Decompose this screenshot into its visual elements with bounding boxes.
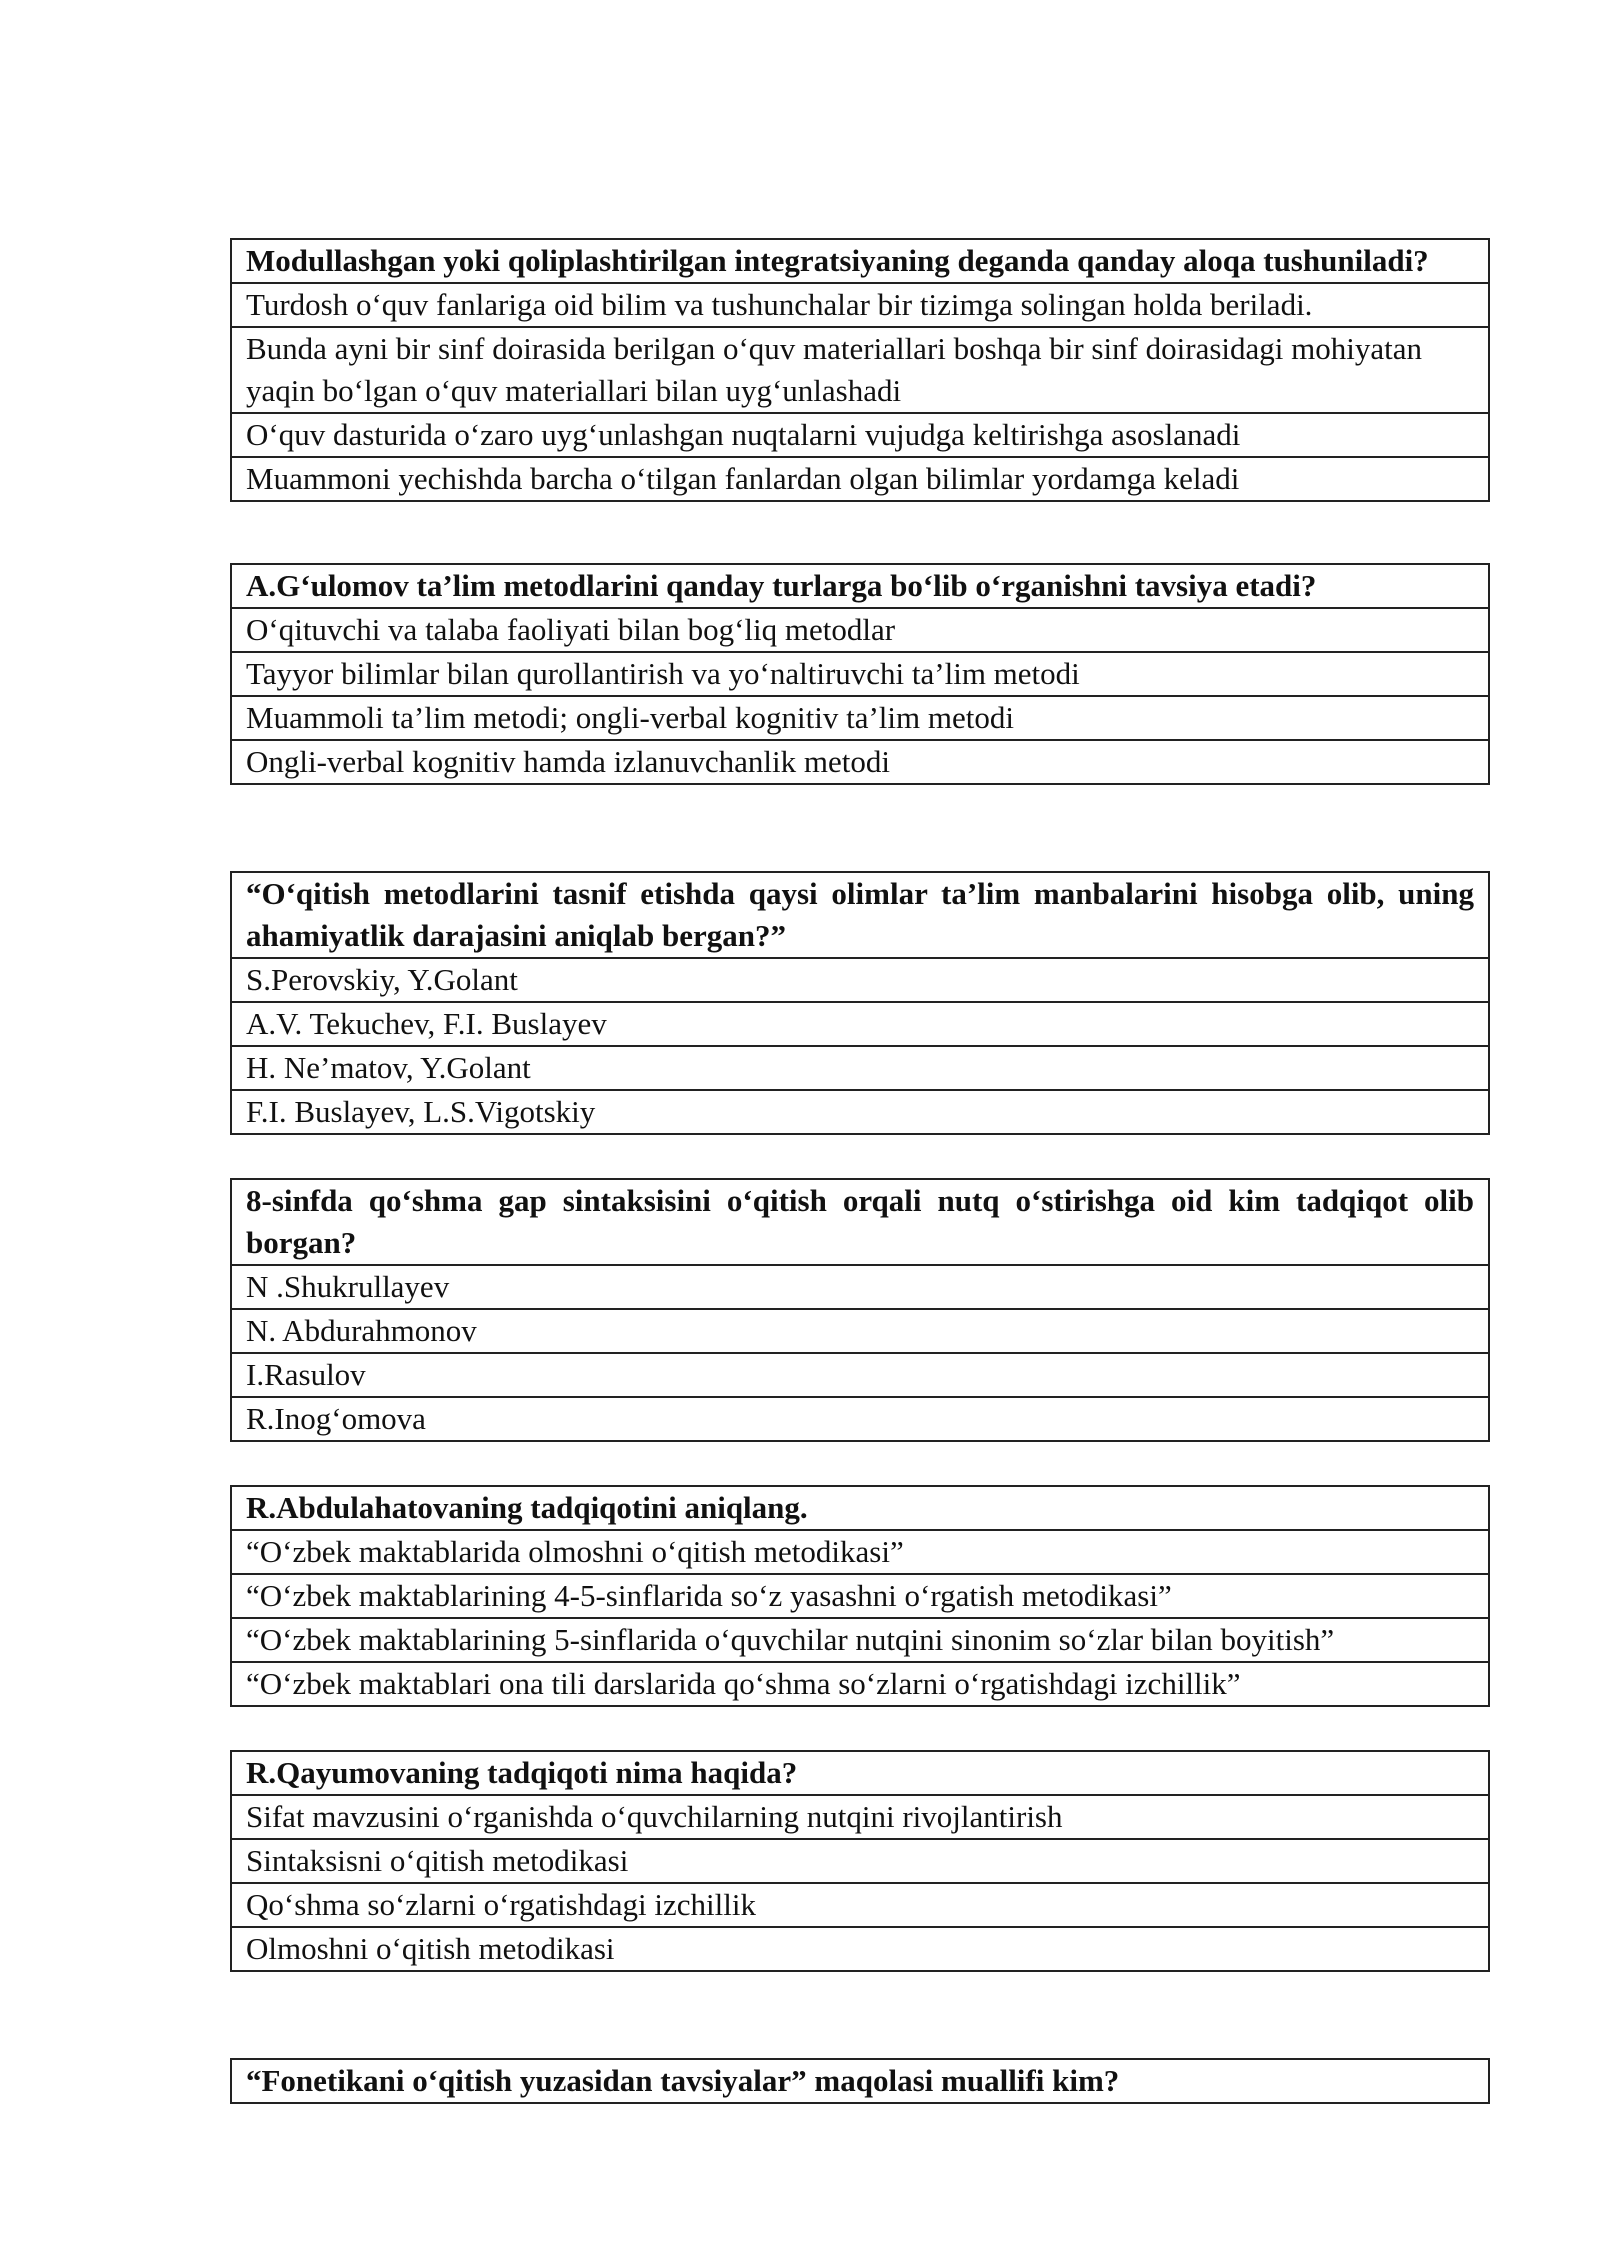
answer-option: F.I. Buslayev, L.S.Vigotskiy bbox=[231, 1090, 1489, 1134]
question-table bbox=[230, 1485, 1490, 1707]
answer-option: “O‘zbek maktablarida olmoshni o‘qitish metodikasi” bbox=[231, 1530, 1489, 1574]
question-text: 8-sinfda qo‘shma gap sintaksisini o‘qitish orqali nutq o‘stirishga oid kim tadqiqot olib borgan? bbox=[231, 1179, 1489, 1265]
question-table bbox=[230, 1178, 1490, 1442]
answer-option: R.Inog‘omova bbox=[231, 1397, 1489, 1441]
answer-option: O‘quv dasturida o‘zaro uyg‘unlashgan nuqtalarni vujudga keltirishga asoslanadi bbox=[231, 413, 1489, 457]
answer-option: “O‘zbek maktablarining 5-sinflarida o‘quvchilar nutqini sinonim so‘zlar bilan boyitish” bbox=[231, 1618, 1489, 1662]
question-table bbox=[230, 871, 1490, 1135]
answer-option: Muammoni yechishda barcha o‘tilgan fanlardan olgan bilimlar yordamga keladi bbox=[231, 457, 1489, 501]
answer-option: S.Perovskiy, Y.Golant bbox=[231, 958, 1489, 1002]
answer-option: “O‘zbek maktablarining 4-5-sinflarida so‘z yasashni o‘rgatish metodikasi” bbox=[231, 1574, 1489, 1618]
answer-option: Sifat mavzusini o‘rganishda o‘quvchilarning nutqini rivojlantirish bbox=[231, 1795, 1489, 1839]
question-text: R.Qayumovaning tadqiqoti nima haqida? bbox=[231, 1751, 1489, 1795]
question-text: R.Abdulahatovaning tadqiqotini aniqlang. bbox=[231, 1486, 1489, 1530]
answer-option: Turdosh o‘quv fanlariga oid bilim va tushunchalar bir tizimga solingan holda beriladi. bbox=[231, 283, 1489, 327]
answer-option: O‘qituvchi va talaba faoliyati bilan bog‘liq metodlar bbox=[231, 608, 1489, 652]
answer-option: “O‘zbek maktablari ona tili darslarida qo‘shma so‘zlarni o‘rgatishdagi izchillik” bbox=[231, 1662, 1489, 1706]
answer-option: Qo‘shma so‘zlarni o‘rgatishdagi izchillik bbox=[231, 1883, 1489, 1927]
answer-option: I.Rasulov bbox=[231, 1353, 1489, 1397]
answer-option: Tayyor bilimlar bilan qurollantirish va yo‘naltiruvchi ta’lim metodi bbox=[231, 652, 1489, 696]
question-table bbox=[230, 1750, 1490, 1972]
answer-option: Muammoli ta’lim metodi; ongli-verbal kognitiv ta’lim metodi bbox=[231, 696, 1489, 740]
question-table bbox=[230, 2058, 1490, 2104]
answer-option: Olmoshni o‘qitish metodikasi bbox=[231, 1927, 1489, 1971]
document-page bbox=[230, 238, 1490, 2104]
answer-option: Bunda ayni bir sinf doirasida berilgan o‘quv materiallari boshqa bir sinf doirasidagi mohiyatan yaqin bo‘lgan o‘quv materiallari bilan uyg‘unlashadi bbox=[231, 327, 1489, 413]
question-table bbox=[230, 563, 1490, 785]
answer-option: N. Abdurahmonov bbox=[231, 1309, 1489, 1353]
answer-option: A.V. Tekuchev, F.I. Buslayev bbox=[231, 1002, 1489, 1046]
question-table bbox=[230, 238, 1490, 502]
answer-option: N .Shukrullayev bbox=[231, 1265, 1489, 1309]
question-text: A.G‘ulomov ta’lim metodlarini qanday turlarga bo‘lib o‘rganishni tavsiya etadi? bbox=[231, 564, 1489, 608]
question-text: “Fonetikani o‘qitish yuzasidan tavsiyalar” maqolasi muallifi kim? bbox=[231, 2059, 1489, 2103]
question-text: Modullashgan yoki qoliplashtirilgan integratsiyaning deganda qanday aloqa tushuniladi? bbox=[231, 239, 1489, 283]
answer-option: Ongli-verbal kognitiv hamda izlanuvchanlik metodi bbox=[231, 740, 1489, 784]
answer-option: H. Ne’matov, Y.Golant bbox=[231, 1046, 1489, 1090]
question-text: “O‘qitish metodlarini tasnif etishda qaysi olimlar ta’lim manbalarini hisobga olib, uning ahamiyatlik darajasini aniqlab bergan?” bbox=[231, 872, 1489, 958]
answer-option: Sintaksisni o‘qitish metodikasi bbox=[231, 1839, 1489, 1883]
